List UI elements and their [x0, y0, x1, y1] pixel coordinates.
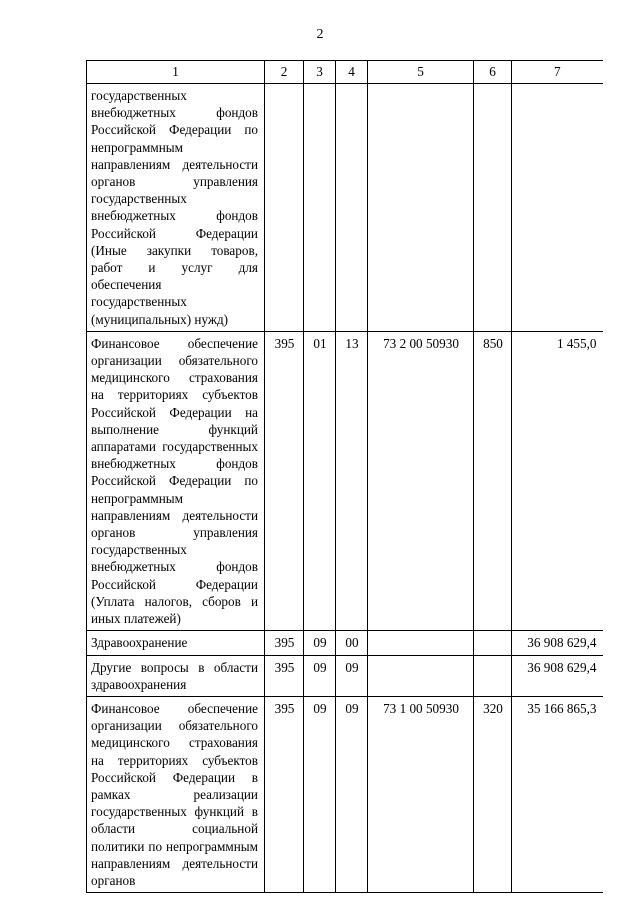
row-amount-cell: 36 908 629,4 — [512, 655, 603, 696]
table-body — [87, 61, 603, 893]
row-grbs-cell: 395 — [265, 696, 304, 892]
row-expense-type-cell — [474, 655, 512, 696]
row-subsection-cell: 00 — [336, 631, 368, 655]
row-section-cell: 01 — [304, 331, 336, 630]
row-target-article-cell: 73 1 00 50930 — [368, 696, 474, 892]
table-header-row — [87, 61, 603, 84]
row-amount-cell — [512, 84, 603, 332]
row-name-cell: Финансовое обеспечение организации обязательного медицинского страхования на территориях субъектов Российской Федерации на выполнение функций аппаратами государственных внебюджетных фондов Российской Федерации по непрограммным направлениям деятельности органов управления государственных внебюджетных фондов Российской Федерации (Уплата налогов, сборов и иных платежей) — [87, 331, 265, 630]
row-name-cell: Здравоохранение — [87, 631, 265, 655]
table-row — [87, 331, 603, 630]
row-grbs-cell — [265, 84, 304, 332]
row-section-cell: 09 — [304, 655, 336, 696]
row-name-cell: государственных внебюджетных фондов Российской Федерации по непрограммным направлениям деятельности органов управления государственных внебюджетных фондов Российской Федерации (Иные закупки товаров, работ и услуг для обеспечения государственных (муниципальных) нужд) — [87, 84, 265, 332]
table-row — [87, 631, 603, 655]
row-target-article-cell: 73 2 00 50930 — [368, 331, 474, 630]
budget-table — [86, 60, 603, 893]
row-target-article-cell — [368, 655, 474, 696]
header-cell: 7 — [512, 61, 603, 84]
row-target-article-cell — [368, 631, 474, 655]
row-section-cell: 09 — [304, 631, 336, 655]
row-section-cell: 09 — [304, 696, 336, 892]
row-subsection-cell — [336, 84, 368, 332]
row-grbs-cell: 395 — [265, 331, 304, 630]
header-cell: 3 — [304, 61, 336, 84]
row-subsection-cell: 13 — [336, 331, 368, 630]
row-grbs-cell: 395 — [265, 631, 304, 655]
row-expense-type-cell: 850 — [474, 331, 512, 630]
row-expense-type-cell: 320 — [474, 696, 512, 892]
header-cell: 1 — [87, 61, 265, 84]
row-section-cell — [304, 84, 336, 332]
header-cell: 6 — [474, 61, 512, 84]
row-name-cell: Финансовое обеспечение организации обязательного медицинского страхования на территориях субъектов Российской Федерации в рамках реализации государственных функций в области социальной политики по непрограммным направлениям деятельности органов — [87, 696, 265, 892]
header-cell: 5 — [368, 61, 474, 84]
row-subsection-cell: 09 — [336, 655, 368, 696]
row-target-article-cell — [368, 84, 474, 332]
row-grbs-cell: 395 — [265, 655, 304, 696]
header-cell: 4 — [336, 61, 368, 84]
table-row — [87, 84, 603, 332]
header-cell: 2 — [265, 61, 304, 84]
row-name-cell: Другие вопросы в области здравоохранения — [87, 655, 265, 696]
row-subsection-cell: 09 — [336, 696, 368, 892]
table-row — [87, 696, 603, 892]
row-expense-type-cell — [474, 631, 512, 655]
page-number: 2 — [316, 27, 324, 42]
row-amount-cell: 1 455,0 — [512, 331, 603, 630]
row-amount-cell: 35 166 865,3 — [512, 696, 603, 892]
row-expense-type-cell — [474, 84, 512, 332]
table-row — [87, 655, 603, 696]
row-amount-cell: 36 908 629,4 — [512, 631, 603, 655]
